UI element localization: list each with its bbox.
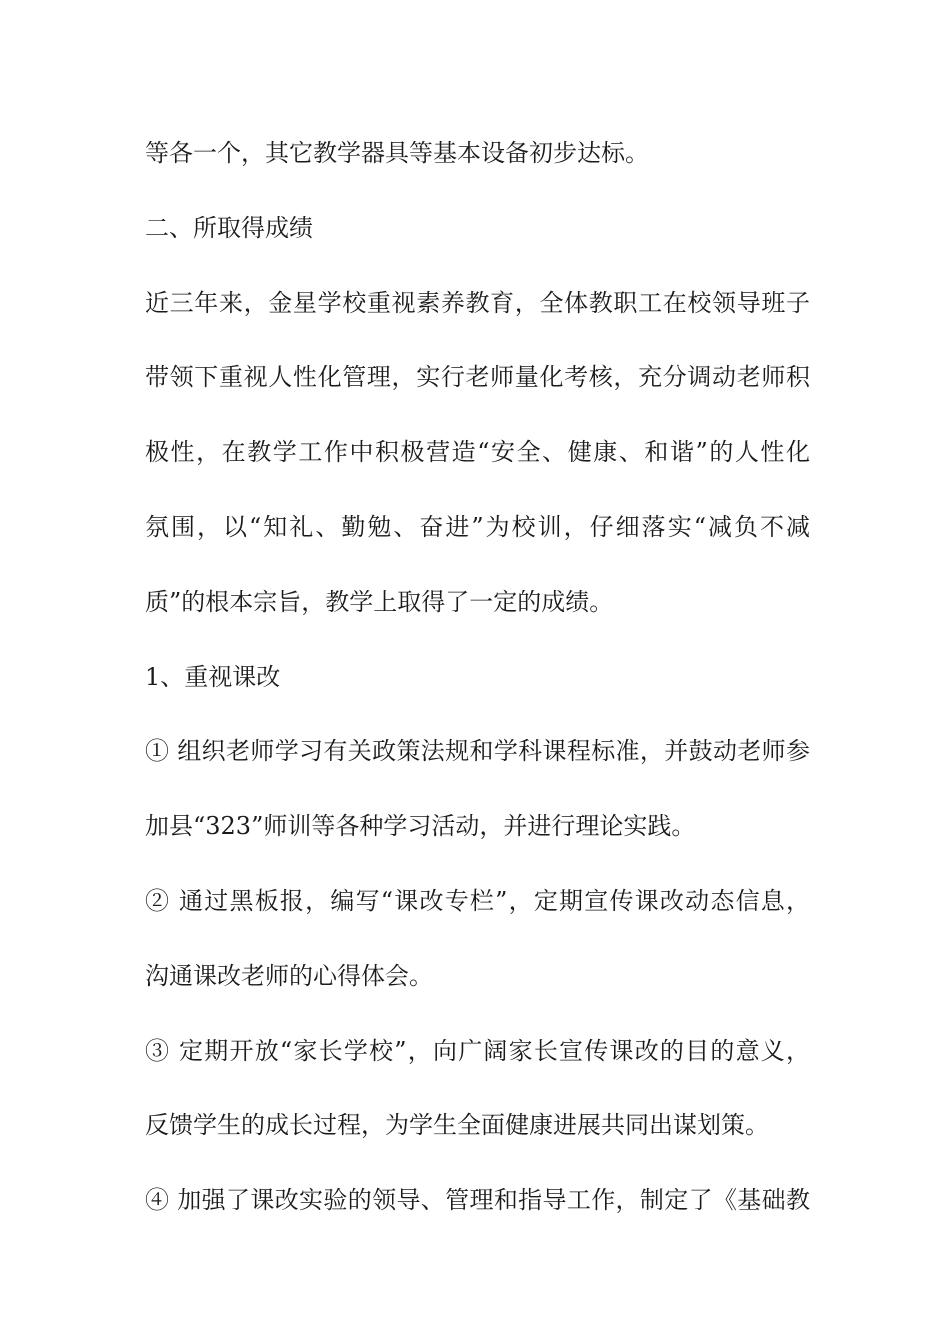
list-item-line: 沟通课改老师的心得体会。 <box>145 961 433 990</box>
list-item-line: 反馈学生的成长过程，为学生全面健康进展共同出谋划策。 <box>145 1111 769 1140</box>
paragraph-line: 等各一个，其它教学器具等基本设备初步达标。 <box>145 139 649 167</box>
paragraph-line: 氛围，以“知礼、勤勉、奋进”为校训，仔细落实“减负不减 <box>145 512 810 541</box>
list-item-line: ③ 定期开放“家长学校”，向广阔家长宣传课改的目的意义， <box>145 1036 810 1065</box>
section-heading: 二、所取得成绩 <box>145 213 313 242</box>
list-item-line: ① 组织老师学习有关政策法规和学科课程标准，并鼓动老师参 <box>145 737 810 766</box>
list-item-line: ④ 加强了课改实验的领导、管理和指导工作，制定了《基础教 <box>145 1186 810 1215</box>
list-item-line: ② 通过黑板报，编写“课改专栏”，定期宣传课改动态信息， <box>145 886 810 915</box>
paragraph-line: 带领下重视人性化管理，实行老师量化考核，充分调动老师积 <box>145 363 810 392</box>
subsection-heading: 1、重视课改 <box>145 662 281 691</box>
paragraph-line: 极性，在教学工作中积极营造“安全、健康、和谐”的人性化 <box>145 438 810 467</box>
list-item-line: 加县“323”师训等各种学习活动，并进行理论实践。 <box>145 812 696 841</box>
paragraph-line: 近三年来，金星学校重视素养教育，全体教职工在校领导班子 <box>145 288 810 317</box>
body-text <box>145 128 810 1250</box>
paragraph-line: 质”的根本宗旨，教学上取得了一定的成绩。 <box>145 587 614 616</box>
